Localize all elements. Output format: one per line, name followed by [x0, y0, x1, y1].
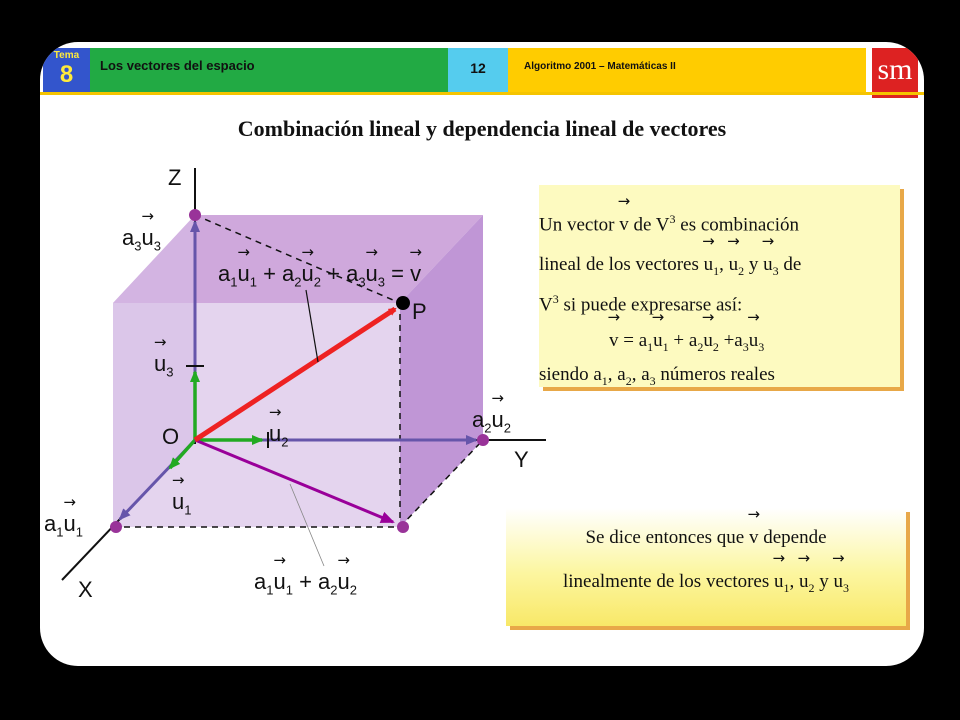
- label-linear-combination: $a_1\to u_1 + a_2\to u_2 + a_3\to u_3$ = → v: [218, 262, 421, 294]
- tema-number: 8: [59, 61, 74, 88]
- publisher-logo: sm: [872, 48, 918, 98]
- coefficient: a: [638, 330, 648, 352]
- vector-symbol: → u: [729, 251, 739, 279]
- equals-sign: =: [623, 330, 634, 352]
- label-sum-a1u1-a2u2: $a_1\to u_1 + a_2\to u_2$: [254, 570, 357, 602]
- def-text: y: [748, 254, 759, 276]
- point-p: [396, 296, 410, 310]
- def-text: siendo a: [539, 364, 602, 386]
- def-text: números reales: [660, 364, 775, 386]
- conclusion-box: [506, 508, 906, 626]
- plus-sign: +: [673, 330, 685, 352]
- label-u2: → $u_2$: [269, 422, 288, 454]
- subscript: 2: [738, 264, 745, 279]
- coefficient: +a: [723, 330, 743, 352]
- x-axis-label: X: [78, 577, 93, 602]
- def-text: de: [783, 254, 802, 276]
- slide: [40, 42, 924, 666]
- coefficient: a: [688, 330, 698, 352]
- label-u1: → $u_1$: [172, 490, 191, 522]
- def-line-3: [539, 285, 892, 319]
- conclusion-line-1: [506, 524, 906, 552]
- def-text: de V: [633, 214, 670, 236]
- superscript: 3: [669, 212, 676, 226]
- def-line-2: lineal de los vectores → $u_1$, → $u_2$ $y \to u_3$ de: [539, 239, 892, 285]
- point-p-label: P: [412, 299, 427, 324]
- def-text: lineal de los vectores: [539, 254, 699, 276]
- point-a3u3: [189, 209, 201, 221]
- tema-label: Tema: [53, 50, 80, 61]
- def-text: V: [539, 294, 553, 316]
- vector-symbol: → v: [609, 327, 619, 355]
- vector-symbol: → u: [704, 251, 714, 279]
- vector-symbol: → v: [619, 211, 629, 239]
- origin-label: O: [162, 424, 180, 449]
- def-text: Un vector: [539, 214, 615, 236]
- label-u3: → $u_3$: [154, 352, 173, 384]
- comma: ,: [789, 571, 795, 592]
- header-title: Los vectores del espacio: [90, 48, 448, 92]
- conclusion-text: y: [819, 571, 829, 592]
- label-a3u3: $a_3\to u_3$: [122, 226, 161, 258]
- subscript: 1: [601, 374, 608, 389]
- superscript: 3: [552, 292, 559, 307]
- comma: ,: [631, 364, 637, 386]
- z-axis-label: Z: [168, 165, 182, 190]
- conclusion-text: Se dice entonces que: [585, 527, 745, 548]
- def-text: a: [617, 364, 626, 386]
- subscript: 3: [772, 264, 779, 279]
- conclusion-text: depende: [763, 527, 827, 548]
- comma: ,: [607, 364, 613, 386]
- point-sum: [397, 521, 409, 533]
- def-text: si puede expresarse así:: [563, 294, 743, 316]
- conclusion-text: linealmente de los vectores: [562, 571, 770, 592]
- def-text: a: [641, 364, 650, 386]
- label-a1u1: $a_1\to u_1$: [44, 512, 83, 544]
- vector-symbol: → u: [763, 251, 773, 279]
- header-subtitle: Algoritmo 2001 – Matemáticas II: [508, 48, 866, 92]
- y-axis-label: Y: [514, 447, 529, 472]
- def-text: es combinación: [680, 214, 799, 236]
- label-a2u2: $a_2\to u_2$: [472, 408, 511, 440]
- subscript: 2: [625, 374, 632, 389]
- def-line-1: [539, 195, 892, 239]
- vector-symbol: → v: [749, 524, 759, 552]
- def-equation: → $v = a_1\to u_1 + a_2\to u_2 +a_3\to u_3$: [539, 319, 892, 361]
- definition-box: [539, 185, 900, 387]
- subscript: 3: [649, 374, 656, 389]
- conclusion-line-2: linealmente de los vectores → $u_1$, → $u_2$ $y \to u_3$: [506, 552, 906, 602]
- subscript: 1: [713, 264, 720, 279]
- page-number: 12: [448, 48, 508, 92]
- def-line-5: [539, 361, 892, 395]
- point-a1u1: [110, 521, 122, 533]
- page-title: Combinación lineal y dependencia lineal de vectores: [237, 116, 727, 141]
